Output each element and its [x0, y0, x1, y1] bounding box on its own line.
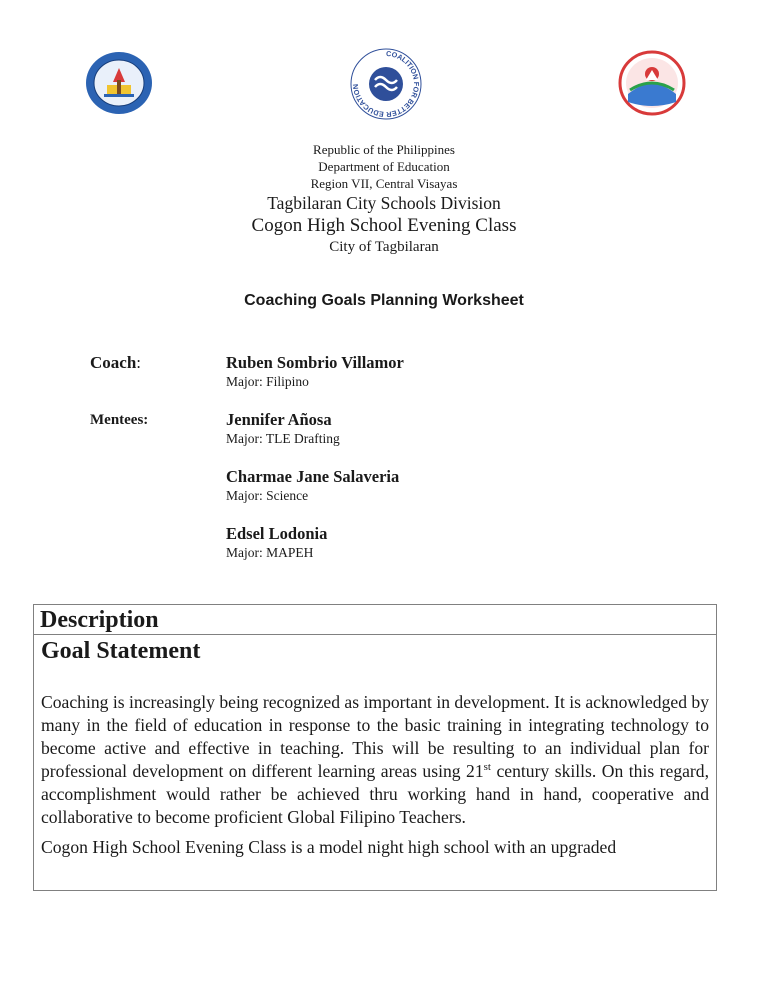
- ordinal-suffix: st: [483, 761, 491, 773]
- header-division: Tagbilaran City Schools Division: [267, 193, 501, 213]
- goal-paragraph-1-part-2: century skills. On this regard, accomplishment would rather be achieved thru working hand in hand, cooperative and collaborative to become proficient Global Filipino Teachers.: [41, 761, 709, 827]
- coach-row: [90, 352, 650, 409]
- header-department: Department of Education: [318, 159, 450, 174]
- coach-name: Ruben Sombrio Villamor: [226, 353, 404, 372]
- mentee-major: Major: MAPEH: [226, 545, 314, 560]
- coach-label-text: Coach: [90, 353, 137, 372]
- page-title: Coaching Goals Planning Worksheet: [244, 292, 524, 309]
- description-heading: Description: [34, 605, 716, 635]
- mentee-name: Edsel Lodonia: [226, 524, 328, 543]
- goal-paragraph-2: Cogon High School Evening Class is a model night high school with an upgraded: [41, 837, 617, 857]
- letterhead: [0, 141, 768, 258]
- coach-major: Major: Filipino: [226, 374, 309, 389]
- header-school: Cogon High School Evening Class: [251, 215, 517, 236]
- mentee-name: Jennifer Añosa: [226, 410, 332, 429]
- mentees-row: [90, 409, 650, 580]
- coach-label: [90, 352, 226, 409]
- deped-seal-icon: [84, 50, 154, 116]
- mentee-name: Charmae Jane Salaveria: [226, 467, 400, 486]
- mentees-label: Mentees:: [90, 412, 149, 428]
- goal-statement-cell: [34, 635, 716, 859]
- coach-label-colon: :: [136, 353, 142, 372]
- header-region: Region VII, Central Visayas: [310, 176, 458, 191]
- school-seal-icon: [618, 50, 686, 116]
- coalition-seal-icon: [348, 46, 424, 122]
- header-republic: Republic of the Philippines: [313, 142, 455, 157]
- coalition-ring-text: COALITION FOR BETTER EDUCATION: [350, 48, 421, 120]
- people-section: [90, 352, 650, 580]
- goal-paragraph-1-part-1: Coaching is increasingly being recognized as important in development. It is acknowledged by many in the field of education in response to the basic training in integrating technology to become active and effective in teaching. This will be resulting to an individual plan for professional development on different learning areas using 21: [41, 692, 709, 781]
- goal-statement-heading: Goal Statement: [41, 638, 201, 664]
- mentee-major: Major: Science: [226, 488, 309, 503]
- goal-paragraph-1: [41, 691, 709, 829]
- mentee-major: Major: TLE Drafting: [226, 431, 340, 446]
- goals-table: [33, 604, 717, 891]
- header-city: City of Tagbilaran: [329, 239, 439, 255]
